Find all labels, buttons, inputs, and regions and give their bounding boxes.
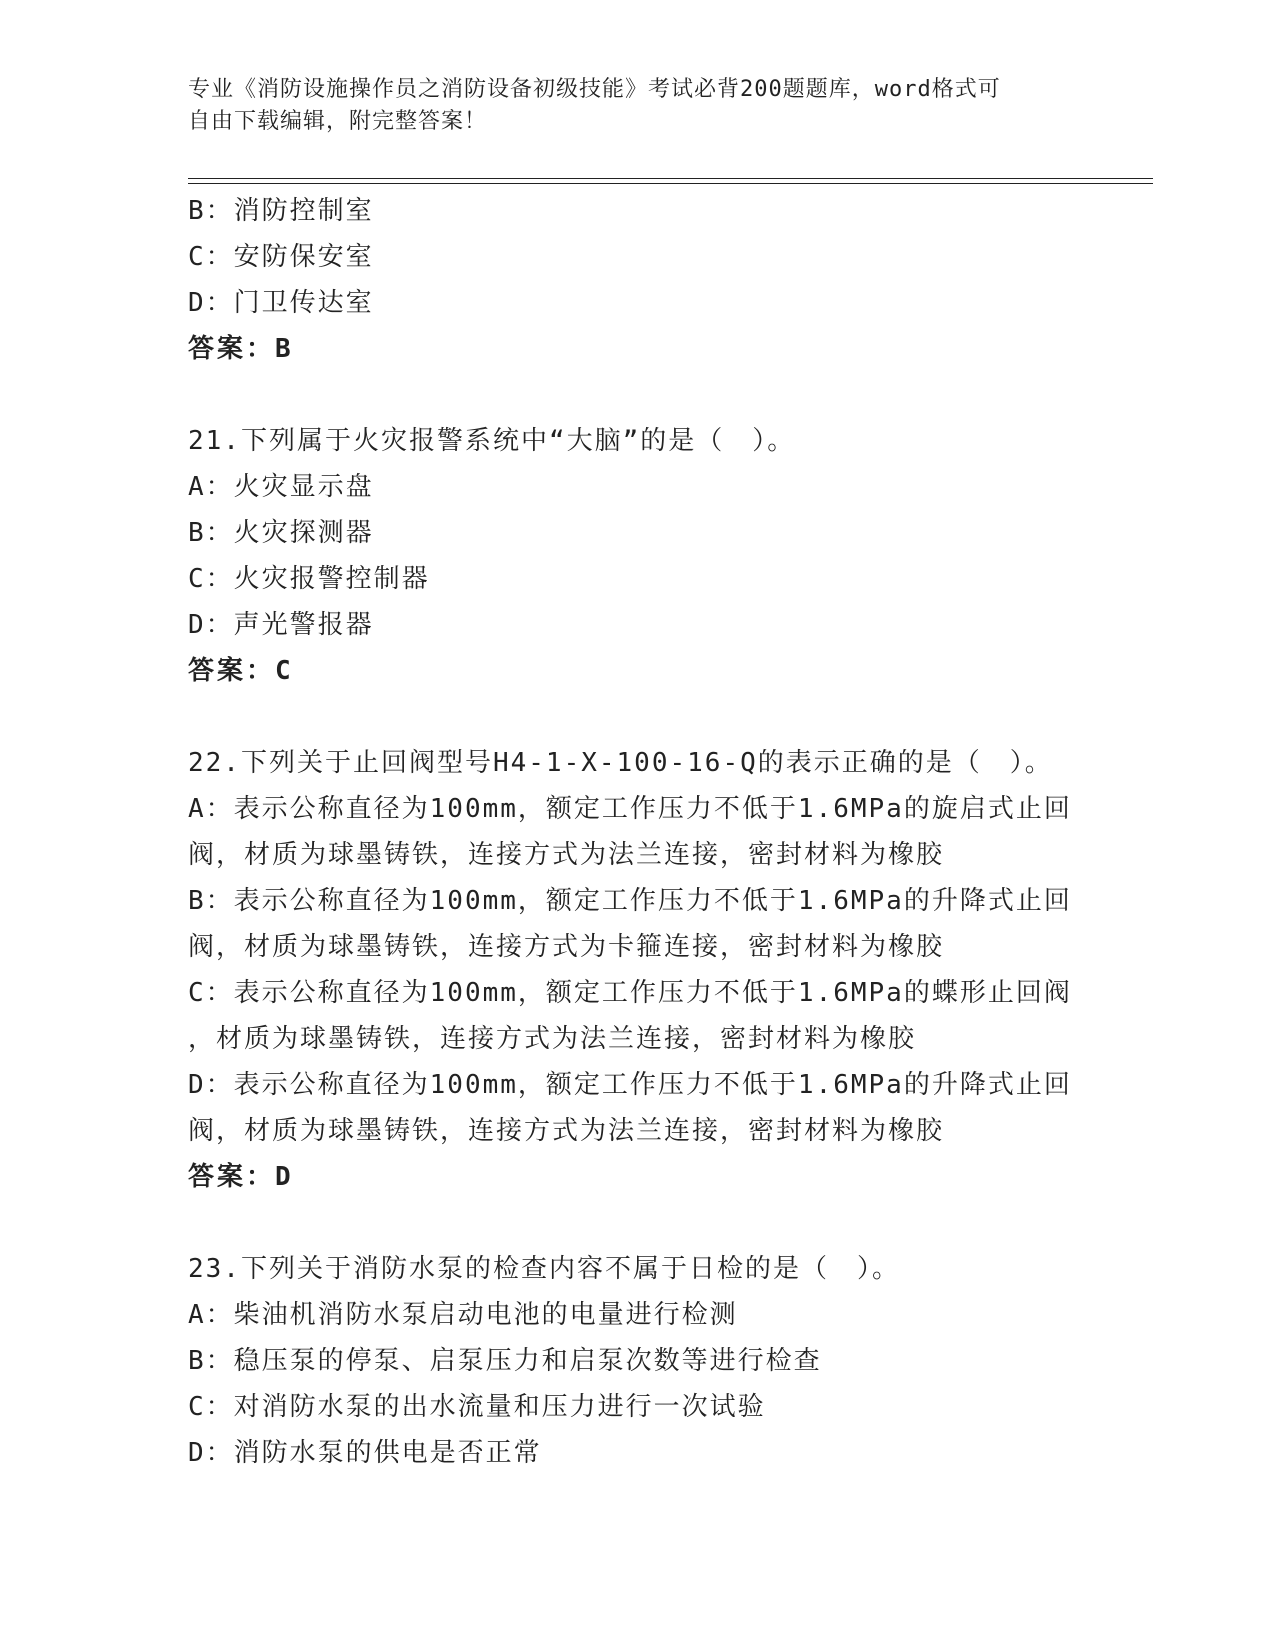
spacer: [188, 372, 1088, 418]
q22-option-b-line-1: B：表示公称直径为100mm，额定工作压力不低于1.6MPa的升降式止回: [188, 886, 1072, 916]
spacer: [188, 694, 1088, 740]
q22-option-a-line-2: 阀，材质为球墨铸铁，连接方式为法兰连接，密封材料为橡胶: [188, 840, 945, 870]
header-line-1: 专业《消防设施操作员之消防设备初级技能》考试必背200题题库，word格式可: [188, 77, 1001, 102]
document-header: [188, 74, 1088, 138]
q21-answer: 答案：C: [188, 656, 294, 686]
q22-option-b-line-2: 阀，材质为球墨铸铁，连接方式为卡箍连接，密封材料为橡胶: [188, 932, 945, 962]
q22-stem: 22.下列关于止回阀型号H4-1-X-100-16-Q的表示正确的是（ ）。: [188, 748, 1053, 778]
header-line-2: 自由下载编辑，附完整答案！: [188, 109, 488, 134]
question-23: [188, 1246, 1088, 1476]
q22-option-c-line-1: C：表示公称直径为100mm，额定工作压力不低于1.6MPa的蝶形止回阀: [188, 978, 1072, 1008]
q23-option-c: C：对消防水泵的出水流量和压力进行一次试验: [188, 1392, 766, 1422]
q20-option-c: C：安防保安室: [188, 242, 374, 272]
q23-option-a: A：柴油机消防水泵启动电池的电量进行检测: [188, 1300, 738, 1330]
question-content: [188, 188, 1088, 1476]
spacer: [188, 1200, 1088, 1246]
q21-option-a: A：火灾显示盘: [188, 472, 374, 502]
q22-option-a-line-1: A：表示公称直径为100mm，额定工作压力不低于1.6MPa的旋启式止回: [188, 794, 1072, 824]
q22-option-d-line-1: D：表示公称直径为100mm，额定工作压力不低于1.6MPa的升降式止回: [188, 1070, 1072, 1100]
question-21: [188, 418, 1088, 694]
q20-option-b: B：消防控制室: [188, 196, 374, 226]
q22-answer: 答案：D: [188, 1162, 294, 1192]
question-20-tail: [188, 188, 1088, 372]
q21-option-c: C：火灾报警控制器: [188, 564, 430, 594]
q22-option-d-line-2: 阀，材质为球墨铸铁，连接方式为法兰连接，密封材料为橡胶: [188, 1116, 945, 1146]
q23-option-b: B：稳压泵的停泵、启泵压力和启泵次数等进行检查: [188, 1346, 822, 1376]
q21-stem: 21.下列属于火灾报警系统中“大脑”的是（ ）。: [188, 426, 796, 456]
question-22: [188, 740, 1088, 1200]
q20-answer: 答案：B: [188, 334, 294, 364]
q21-option-d: D：声光警报器: [188, 610, 374, 640]
header-divider-bottom: [188, 183, 1153, 184]
q23-option-d: D：消防水泵的供电是否正常: [188, 1438, 542, 1468]
q22-option-c-line-2: ，材质为球墨铸铁，连接方式为法兰连接，密封材料为橡胶: [188, 1024, 917, 1054]
q20-option-d: D：门卫传达室: [188, 288, 374, 318]
header-divider-top: [188, 178, 1153, 179]
q21-option-b: B：火灾探测器: [188, 518, 374, 548]
q23-stem: 23.下列关于消防水泵的检查内容不属于日检的是（ ）。: [188, 1254, 900, 1284]
